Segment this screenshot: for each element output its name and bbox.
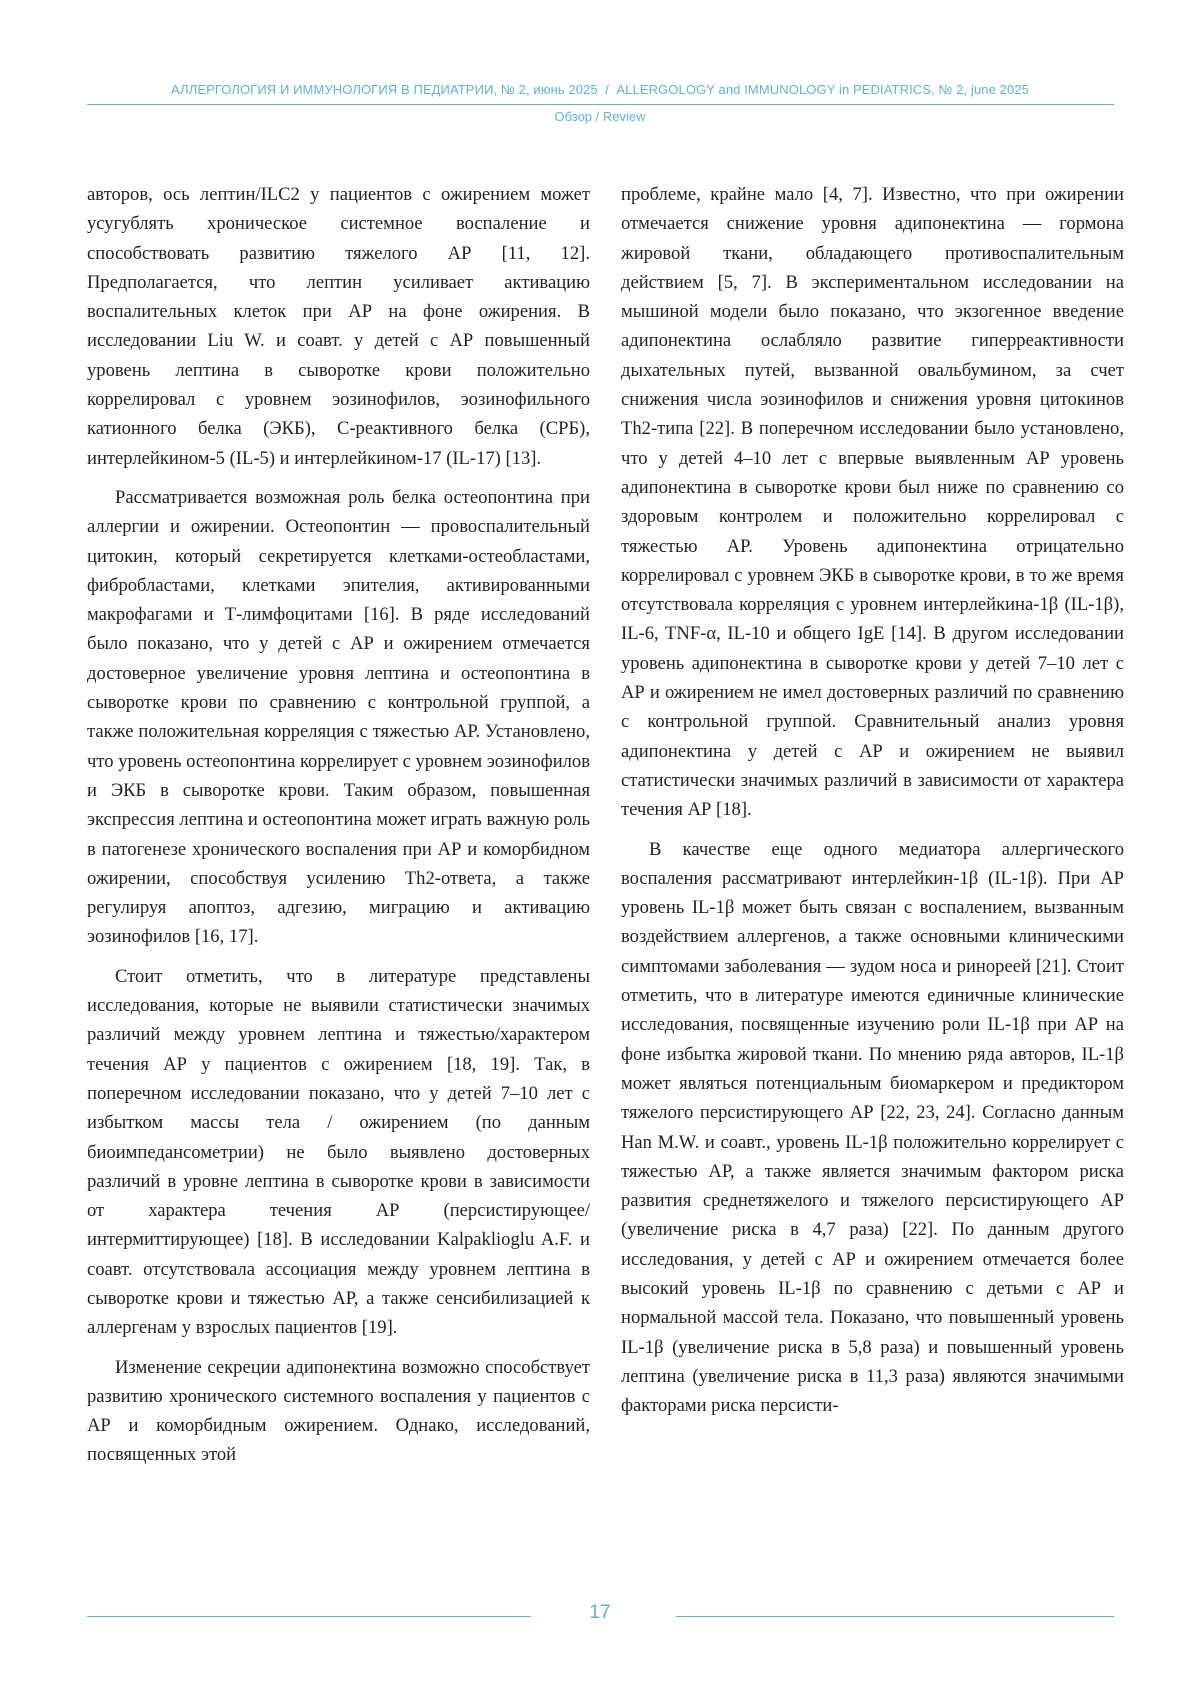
running-head xyxy=(0,82,1200,97)
header-separator: / xyxy=(605,82,609,97)
paragraph: проблеме, крайне мало [4, 7]. Известно, что при ожирении отмечается снижение уровня адипонектина — гормона жировой ткани, обладающего противоспалительным действием [5, 7]. В экспериментальном исследовании на мышиной модели было показано, что экзогенное введение адипонектина ослабляло развитие гиперреактивности дыхательных путей, вызванной овальбумином, за счет снижения числа эозинофилов и снижения уровня цитокинов Th2-типа [22]. В поперечном исследовании было установлено, что у детей 4–10 лет с впервые выявленным АР уровень адипонектина в сыворотке крови был ниже по сравнению со здоровым контролем и положительно коррелировал с тяжестью АР. Уровень адипонектина отрицательно коррелировал с уровнем ЭКБ в сыворотке крови, в то же время отсутствовала корреляция с уровнем интерлейкина-1β (IL-1β), IL-6, TNF-α, IL-10 и общего IgE [14]. В другом исследовании уровень адипонектина в сыворотке крови у детей 7–10 лет с АР и ожирением не имел достоверных различий по сравнению с контрольной группой. Сравнительный анализ уровня адипонектина у детей с АР и ожирением не выявил статистически значимых различий в зависимости от характера течения АР [18]. xyxy=(621,184,1124,821)
header-rule xyxy=(87,104,1114,105)
paragraph: Изменение секреции адипонектина возможно способствует развитию хронического системного воспаления у пациентов с АР и коморбидным ожирением. Однако, исследований, посвященных этой xyxy=(87,1356,590,1466)
journal-title-ru: АЛЛЕРГОЛОГИЯ И ИММУНОЛОГИЯ В ПЕДИАТРИИ, № 2, июнь 2025 xyxy=(171,82,598,97)
page-number: 17 xyxy=(589,1602,611,1623)
paragraph: авторов, ось лептин/ILC2 у пациентов с ожирением может усугублять хроническое системное воспаление и способствовать развитию тяжелого АР [11, 12]. Предполагается, что лептин усиливает активацию воспалительных клеток при АР на фоне ожирения. В исследовании Liu W. и соавт. у детей с АР повышенный уровень лептина в сыворотке крови положительно коррелировал с уровнем эозинофилов, эозинофильного катионного белка (ЭКБ), С-реактивного белка (СРБ), интерлейкином-5 (IL-5) и интерлейкином-17 (IL-17) [13]. xyxy=(87,184,590,469)
paragraph: Стоит отметить, что в литературе представлены исследования, которые не выявили статистически значимых различий между уровнем лептина и тяжестью/характером течения АР у пациентов с ожирением [18, 19]. Так, в поперечном исследовании показано, что у детей 7–10 лет с избытком массы тела / ожирением (по данным биоимпедансометрии) не было выявлено достоверных различий в уровне лептина в сыворотке крови в зависимости от характера течения АР (персистирующее/ интермиттирующее) [18]. В исследовании Kalpaklioglu A.F. и соавт. отсутствовала ассоциация между уровнем лептина в сыворотке крови и тяжестью АР, а также сенсибилизацией к аллергенам у взрослых пациентов [19]. xyxy=(87,965,590,1339)
journal-title-en: ALLERGOLOGY and IMMUNOLOGY in PEDIATRICS, № 2, june 2025 xyxy=(616,82,1029,97)
section-label: Обзор / Review xyxy=(554,109,646,124)
right-column xyxy=(621,180,1124,1430)
footer-rule-right xyxy=(676,1616,1114,1617)
paragraph: Рассматривается возможная роль белка остеопонтина при аллергии и ожирении. Остеопонтин — провоспалительный цитокин, который секретируется клетками-остеобластами, фибробластами, клетками эпителия, активированными макрофагами и Т-лимфоцитами [16]. В ряде исследований было показано, что у детей с АР и ожирением отмечается достоверное увеличение уровня лептина и остеопонтина в сыворотке крови по сравнению с контрольной группой, а также положительная корреляция с тяжестью АР. Установлено, что уровень остеопонтина коррелирует с уровнем эозинофилов и ЭКБ в сыворотке крови. Таким образом, повышенная экспрессия лептина и остеопонтина может играть важную роль в патогенезе хронического воспаления при АР и коморбидном ожирении, способствуя усилению Th2-ответа, а также регулируя апоптоз, адгезию, миграцию и активацию эозинофилов [16, 17]. xyxy=(87,486,590,948)
paragraph: В качестве еще одного медиатора аллергического воспаления рассматривают интерлейкин-1β (IL-1β). При АР уровень IL-1β может быть связан с воспалением, вызванным воздействием аллергенов, а также основными клиническими симптомами заболевания — зудом носа и ринореей [21]. Стоит отметить, что в литературе имеются единичные клинические исследования, посвященные изучению роли IL-1β при АР на фоне избытка жировой ткани. По мнению ряда авторов, IL-1β может являться потенциальным биомаркером и предиктором тяжелого персистирующего АР [22, 23, 24]. Согласно данным Han M.W. и соавт., уровень IL-1β положительно коррелирует с тяжестью АР, а также является значимым фактором риска развития среднетяжелого и тяжелого персистирующего АР (увеличение риска в 4,7 раза) [22]. По данным другого исследования, у детей с АР и ожирением отмечается более высокий уровень IL-1β по сравнению с детьми с АР и нормальной массой тела. Показано, что повышенный уровень IL-1β (увеличение риска в 5,8 раза) и повышенный уровень лептина (увеличение риска в 11,3 раза) являются значимыми факторами риска персисти- xyxy=(621,838,1124,1417)
left-column xyxy=(87,180,590,1480)
